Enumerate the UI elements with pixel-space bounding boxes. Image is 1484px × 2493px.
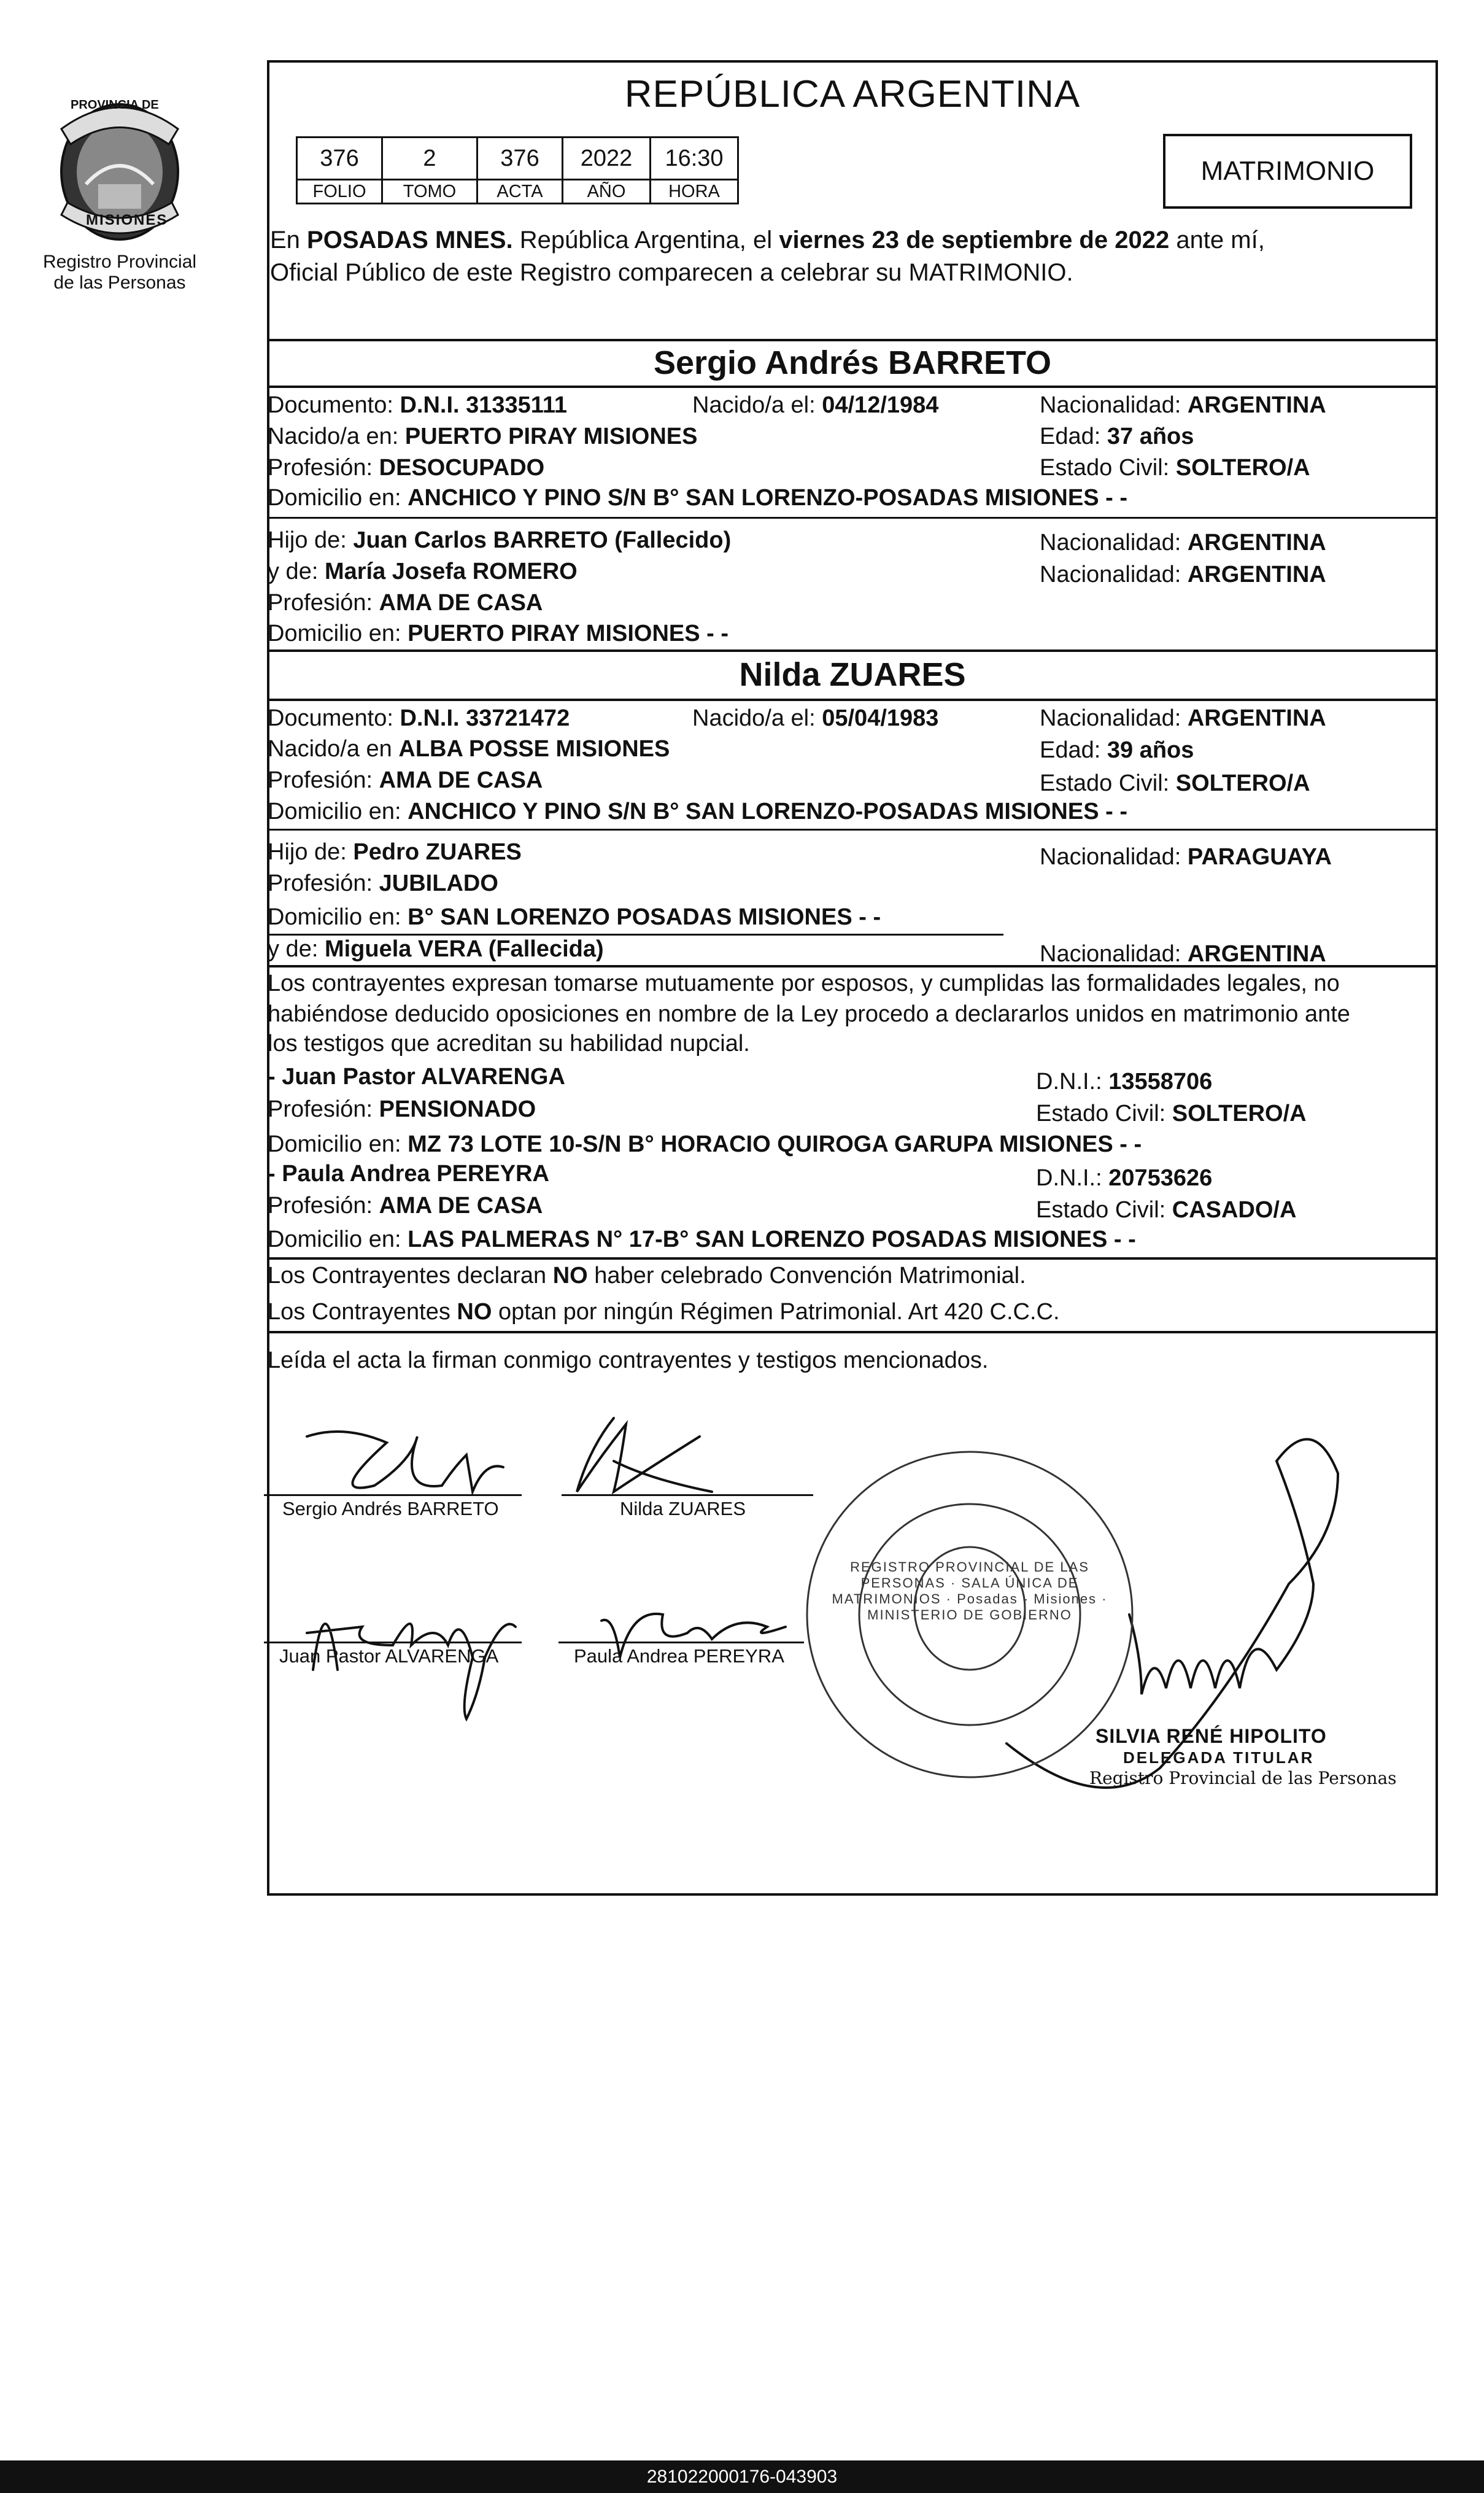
footer-code: 281022000176-043903 [0,2460,1484,2493]
declaracion-line-2: habiéndose deducido oposiciones en nombre de la Ley procedo a declararlos unidos en matrimonio ante [268,1001,1350,1027]
testigo2-dni: D.N.I.: 20753626 [1036,1165,1213,1191]
acta-value: 376 [477,138,563,180]
tomo-label: TOMO [382,180,477,204]
testigo1-nombre: - Juan Pastor ALVARENGA [268,1064,565,1090]
logo-caption [25,252,215,293]
acta-label: ACTA [477,180,563,204]
c2-padre-domicilio: Domicilio en: B° SAN LORENZO POSADAS MISIONES - - [268,904,881,930]
c2-nacimiento: Nacido/a el: 05/04/1983 [692,705,939,731]
anio-value: 2022 [563,138,651,180]
testigo2-nombre: - Paula Andrea PEREYRA [268,1161,549,1187]
contrayente2-name: Nilda ZUARES [739,656,966,693]
intro-line-2: Oficial Público de este Registro comparecen a celebrar su MATRIMONIO. [270,259,1073,286]
signature-name-2: Nilda ZUARES [620,1498,746,1519]
c1-lugar: Nacido/a en: PUERTO PIRAY MISIONES [268,424,698,449]
c1-padres-profesion: Profesión: AMA DE CASA [268,590,543,616]
c2-profesion: Profesión: AMA DE CASA [268,767,543,793]
c1-domicilio: Domicilio en: ANCHICO Y PINO S/N B° SAN LORENZO-POSADAS MISIONES - - [268,485,1127,511]
testigo2-domicilio: Domicilio en: LAS PALMERAS N° 17-B° SAN LORENZO POSADAS MISIONES - - [268,1227,1136,1252]
signature-barreto [307,1432,503,1492]
testigo2-profesion: Profesión: AMA DE CASA [268,1193,543,1219]
c2-padre: Hijo de: Pedro ZUARES [268,839,522,865]
registro-table [296,136,739,204]
caption-line-1: Registro Provincial [42,252,197,272]
seal-bottom-text: MISIONES [86,212,168,228]
tomo-value: 2 [382,138,477,180]
declaracion-line-3: los testigos que acreditan su habilidad nupcial. [268,1031,750,1057]
c1-padre: Hijo de: Juan Carlos BARRETO (Fallecido) [268,527,732,553]
testigo1-domicilio: Domicilio en: MZ 73 LOTE 10-S/N B° HORACIO QUIROGA GARUPA MISIONES - - [268,1131,1142,1157]
signature-name-3: Juan Pastor ALVARENGA [279,1645,499,1667]
page-title: REPÚBLICA ARGENTINA [624,73,1081,115]
testigo1-profesion: Profesión: PENSIONADO [268,1096,536,1122]
c1-nacimiento: Nacido/a el: 04/12/1984 [692,392,939,418]
signature-name-4: Paula Andrea PEREYRA [574,1645,784,1667]
testigo1-dni: D.N.I.: 13558706 [1036,1069,1213,1095]
c1-profesion: Profesión: DESOCUPADO [268,455,545,481]
signature-line-1 [264,1494,522,1496]
c2-lugar: Nacido/a en ALBA POSSE MISIONES [268,736,670,762]
declaracion-line-1: Los contrayentes expresan tomarse mutuamente por esposos, y cumplidas las formalidades legales, no [268,971,1340,996]
tipo-acta-box: MATRIMONIO [1163,134,1412,209]
anio-label: AÑO [563,180,651,204]
signature-alvarenga [307,1624,516,1719]
signature-line-4 [558,1642,804,1643]
signature-name-1: Sergio Andrés BARRETO [282,1498,499,1519]
signature-line-3 [264,1642,522,1643]
c2-nacionalidad: Nacionalidad: ARGENTINA [1040,705,1326,731]
c2-documento: Documento: D.N.I. 33721472 [268,705,570,731]
testigo1-estado-civil: Estado Civil: SOLTERO/A [1036,1101,1307,1126]
c2-padre-nacionalidad: Nacionalidad: PARAGUAYA [1040,844,1332,870]
testigo2-estado-civil: Estado Civil: CASADO/A [1036,1197,1297,1223]
contrayente1-name: Sergio Andrés BARRETO [653,344,1052,381]
c2-madre-nacionalidad: Nacionalidad: ARGENTINA [1040,941,1326,967]
intro-text: En POSADAS MNES. República Argentina, el viernes 23 de septiembre de 2022 ante mí, [270,227,1265,254]
c2-domicilio: Domicilio en: ANCHICO Y PINO S/N B° SAN LORENZO-POSADAS MISIONES - - [268,799,1127,824]
oficial-registro: Registro Provincial de las Personas [1089,1768,1397,1788]
oficial-nombre: SILVIA RENÉ HIPOLITO [1096,1725,1327,1747]
seal-top-text: PROVINCIA DE [71,98,159,112]
c1-edad: Edad: 37 años [1040,424,1194,449]
c1-padres-domicilio: Domicilio en: PUERTO PIRAY MISIONES - - [268,621,729,646]
signature-line-2 [562,1494,813,1496]
c2-padre-profesion: Profesión: JUBILADO [268,870,498,896]
oficial-cargo: DELEGADA TITULAR [1123,1748,1315,1767]
c1-madre: y de: María Josefa ROMERO [268,559,578,584]
c2-estado-civil: Estado Civil: SOLTERO/A [1040,770,1310,796]
c1-documento: Documento: D.N.I. 31335111 [268,392,568,418]
c2-edad: Edad: 39 años [1040,737,1194,763]
stamp-text: REGISTRO PROVINCIAL DE LAS PERSONAS · SALA ÚNICA DE MATRIMONIOS · Posadas - Misiones · MINISTERIO DE GOBIERNO [832,1559,1108,1623]
c1-estado-civil: Estado Civil: SOLTERO/A [1040,455,1310,481]
folio-label: FOLIO [297,180,382,204]
c2-madre: y de: Miguela VERA (Fallecida) [268,936,604,962]
hora-value: 16:30 [651,138,738,180]
folio-value: 376 [297,138,382,180]
c1-padre-nacionalidad: Nacionalidad: ARGENTINA [1040,530,1326,556]
convencion-line-2: Los Contrayentes NO optan por ningún Régimen Patrimonial. Art 420 C.C.C. [268,1299,1060,1325]
c1-nacionalidad: Nacionalidad: ARGENTINA [1040,392,1326,418]
hora-label: HORA [651,180,738,204]
caption-line-2: de las Personas [53,273,186,293]
cierre-text: Leída el acta la firman conmigo contrayentes y testigos mencionados. [268,1347,989,1373]
convencion-line-1: Los Contrayentes declaran NO haber celebrado Convención Matrimonial. [268,1263,1026,1289]
signature-zuares [577,1418,712,1492]
c1-madre-nacionalidad: Nacionalidad: ARGENTINA [1040,562,1326,587]
